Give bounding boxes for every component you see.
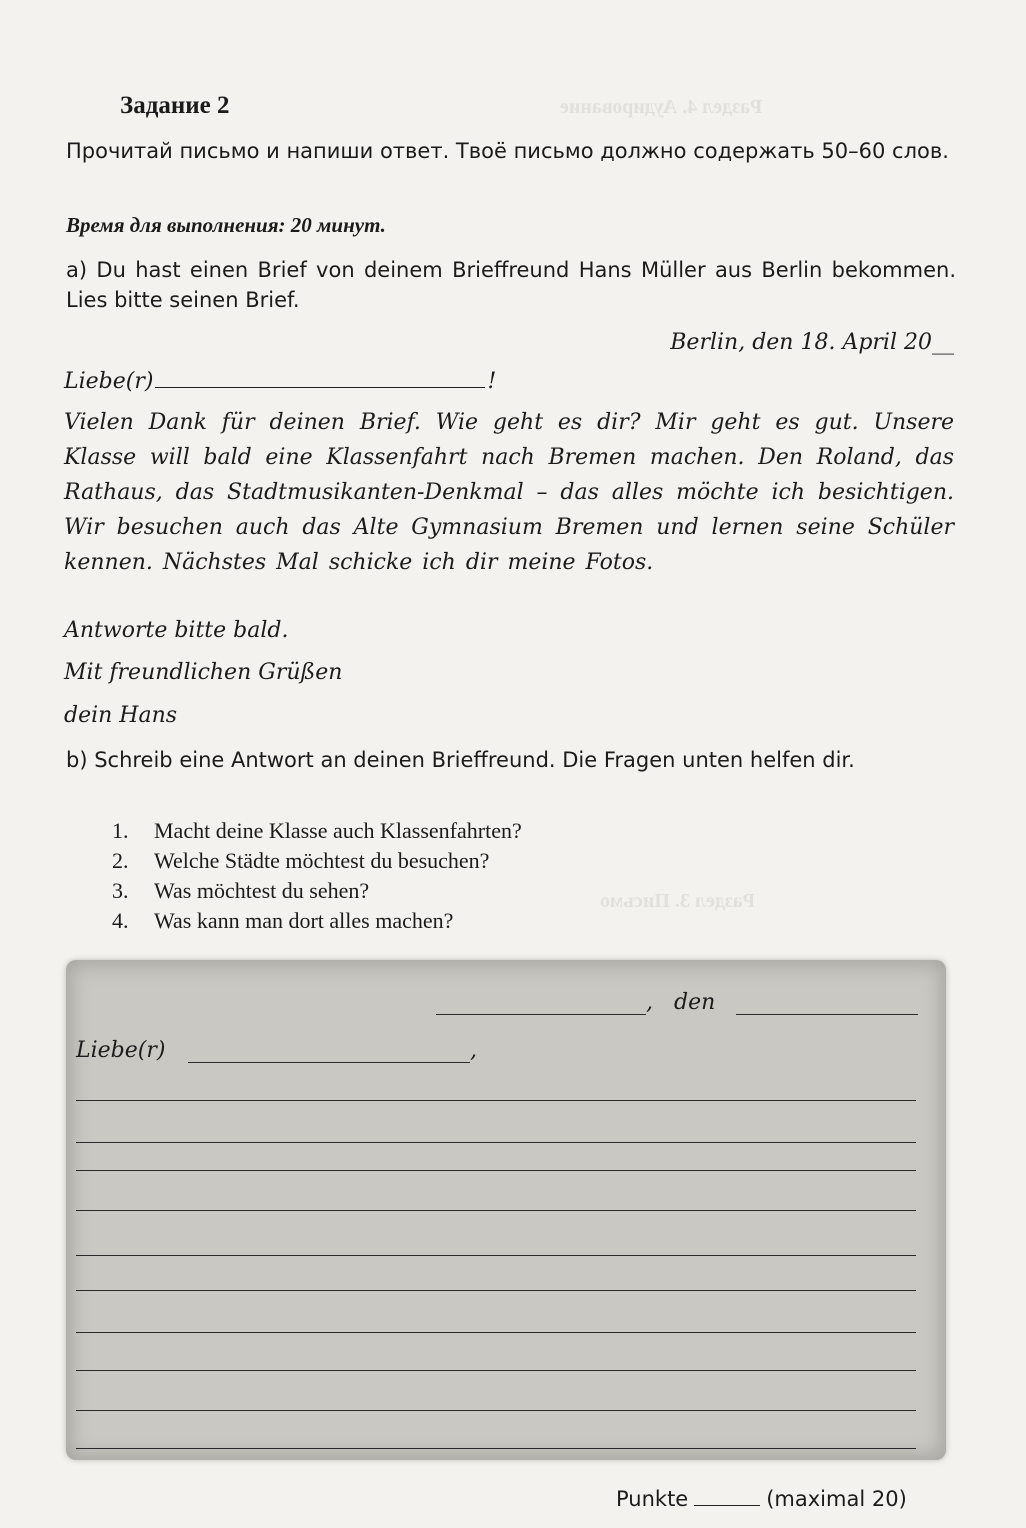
salutation-end: ! <box>487 369 497 394</box>
time-limit: Время для выполнения: 20 минут. <box>66 213 386 237</box>
writing-line[interactable] <box>76 1370 916 1371</box>
letter-closing: Mit freundlichen Grüßen <box>64 660 343 685</box>
letter-body: Vielen Dank für deinen Brief. Wie geht es dir? Mir geht es gut. Unsere Klasse will bald eine Klassenfahrt nach Bremen machen. Den Roland, das Rathaus, das Stadtmusikanten-Denkmal – das alles möchte ich besichtigen. Wir besuchen auch das Alte Gymnasium Bremen und lernen seine Schüler kennen. Nächstes Mal schicke ich dir meine Fotos. <box>64 410 954 575</box>
date-blank[interactable] <box>736 1014 918 1015</box>
name-blank[interactable] <box>188 1062 470 1063</box>
part-b-text: b) Schreib eine Antwort an deinen Brieffreund. Die Fragen unten helfen dir. <box>66 748 855 772</box>
writing-line[interactable] <box>76 1142 916 1143</box>
writing-line[interactable] <box>76 1448 916 1449</box>
writing-line[interactable] <box>76 1210 916 1211</box>
letter-date: Berlin, den 18. April 20__ <box>670 330 954 355</box>
writing-line[interactable] <box>76 1255 916 1256</box>
question-item: 4. Was kann man dort alles machen? <box>112 908 454 933</box>
task-instruction: Прочитай письмо и напиши ответ. Твоё письмо должно содержать 50–60 слов. <box>66 139 949 163</box>
writing-line[interactable] <box>76 1332 916 1333</box>
den-label: den <box>674 990 716 1015</box>
salutation-blank[interactable] <box>155 365 485 388</box>
question-item: 3. Was möchtest du sehen? <box>112 878 370 903</box>
bleed-through: Раздел 3. Письмо <box>600 890 755 912</box>
question-item: 1. Macht deine Klasse auch Klassenfahrten? <box>112 818 522 843</box>
writing-line[interactable] <box>76 1290 916 1291</box>
score-line <box>616 1487 907 1511</box>
letter-signature: dein Hans <box>64 703 178 728</box>
question-item: 2. Welche Städte möchtest du besuchen? <box>112 848 490 873</box>
letter-reply-request: Antworte bitte bald. <box>64 618 289 643</box>
city-blank[interactable] <box>436 1014 646 1015</box>
question-list <box>112 816 522 936</box>
score-label: Punkte <box>616 1487 689 1511</box>
answer-salutation: Liebe(r) <box>76 1038 166 1063</box>
salutation-start: Liebe(r) <box>64 369 154 394</box>
score-blank[interactable] <box>694 1487 760 1506</box>
task-title: Задание 2 <box>120 92 230 119</box>
salutation-comma: , <box>470 1038 477 1063</box>
letter-salutation <box>64 365 496 394</box>
answer-box[interactable] <box>66 960 946 1460</box>
score-max: (maximal 20) <box>766 1487 907 1511</box>
writing-line[interactable] <box>76 1100 916 1101</box>
part-a-text: a) Du hast einen Brief von deinem Brieffreund Hans Müller aus Berlin bekommen. Lies bitte seinen Brief. <box>66 258 956 312</box>
bleed-through: Раздел 4. Аудирование <box>560 96 763 118</box>
writing-line[interactable] <box>76 1170 916 1171</box>
writing-line[interactable] <box>76 1410 916 1411</box>
comma: , <box>646 990 653 1015</box>
